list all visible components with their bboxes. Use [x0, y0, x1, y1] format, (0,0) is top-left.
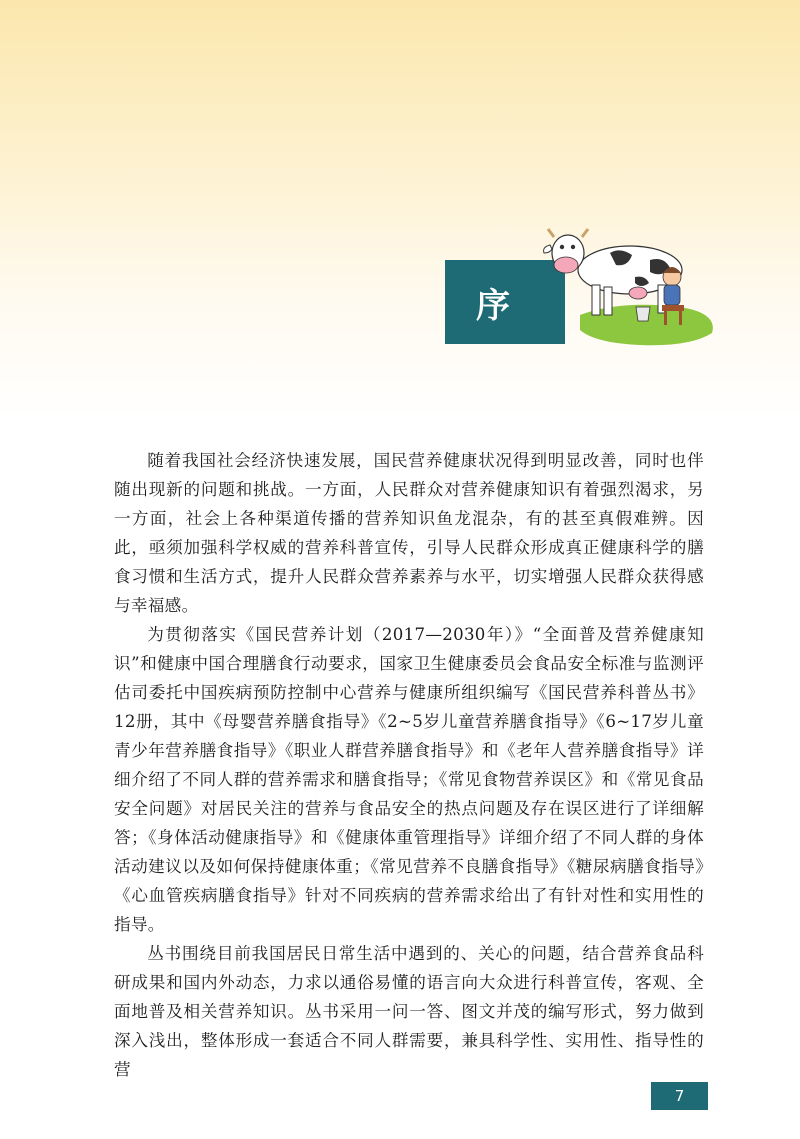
paragraph: 为贯彻落实《国民营养计划（2017—2030年）》“全面普及营养健康知识”和健康中国合理膳食行动要求，国家卫生健康委员会食品安全标准与监测评估司委托中国疾病预防控制中心营养与健康所组织编写《国民营养科普丛书》12册，其中《母婴营养膳食指导》《2~5岁儿童营养膳食指导》《6~17岁儿童青少年营养膳食指导》《职业人群营养膳食指导》和《老年人营养膳食指导》详细介绍了不同人群的营养需求和膳食指导；《常见食物营养误区》和《常见食品安全问题》对居民关注的营养与食品安全的热点问题及存在误区进行了详细解答；《身体活动健康指导》和《健康体重管理指导》详细介绍了不同人群的身体活动建议以及如何保持健康体重；《常见营养不良膳食指导》《糖尿病膳食指导》《心血管疾病膳食指导》针对不同疾病的营养需求给出了有针对性和实用性的指导。 [114, 625, 704, 934]
page-title: 序 [476, 286, 512, 326]
paragraph: 随着我国社会经济快速发展，国民营养健康状况得到明显改善，同时也伴随出现新的问题和挑战。一方面，人民群众对营养健康知识有着强烈渴求，另一方面，社会上各种渠道传播的营养知识鱼龙混杂，有的甚至真假难辨。因此，亟须加强科学权威的营养科普宣传，引导人民群众形成真正健康科学的膳食习惯和生活方式，提升人民群众营养素养与水平，切实增强人民群众获得感与幸福感。 [114, 451, 704, 615]
article-body [114, 446, 704, 1084]
cow-milking-illustration [540, 215, 720, 350]
paragraph: 丛书围绕目前我国居民日常生活中遇到的、关心的问题，结合营养食品科研成果和国内外动态，力求以通俗易懂的语言向大众进行科普宣传，客观、全面地普及相关营养知识。丛书采用一问一答、图文并茂的编写形式，努力做到深入浅出，整体形成一套适合不同人群需要，兼具科学性、实用性、指导性的营 [114, 944, 704, 1079]
page-number: 7 [651, 1082, 708, 1110]
